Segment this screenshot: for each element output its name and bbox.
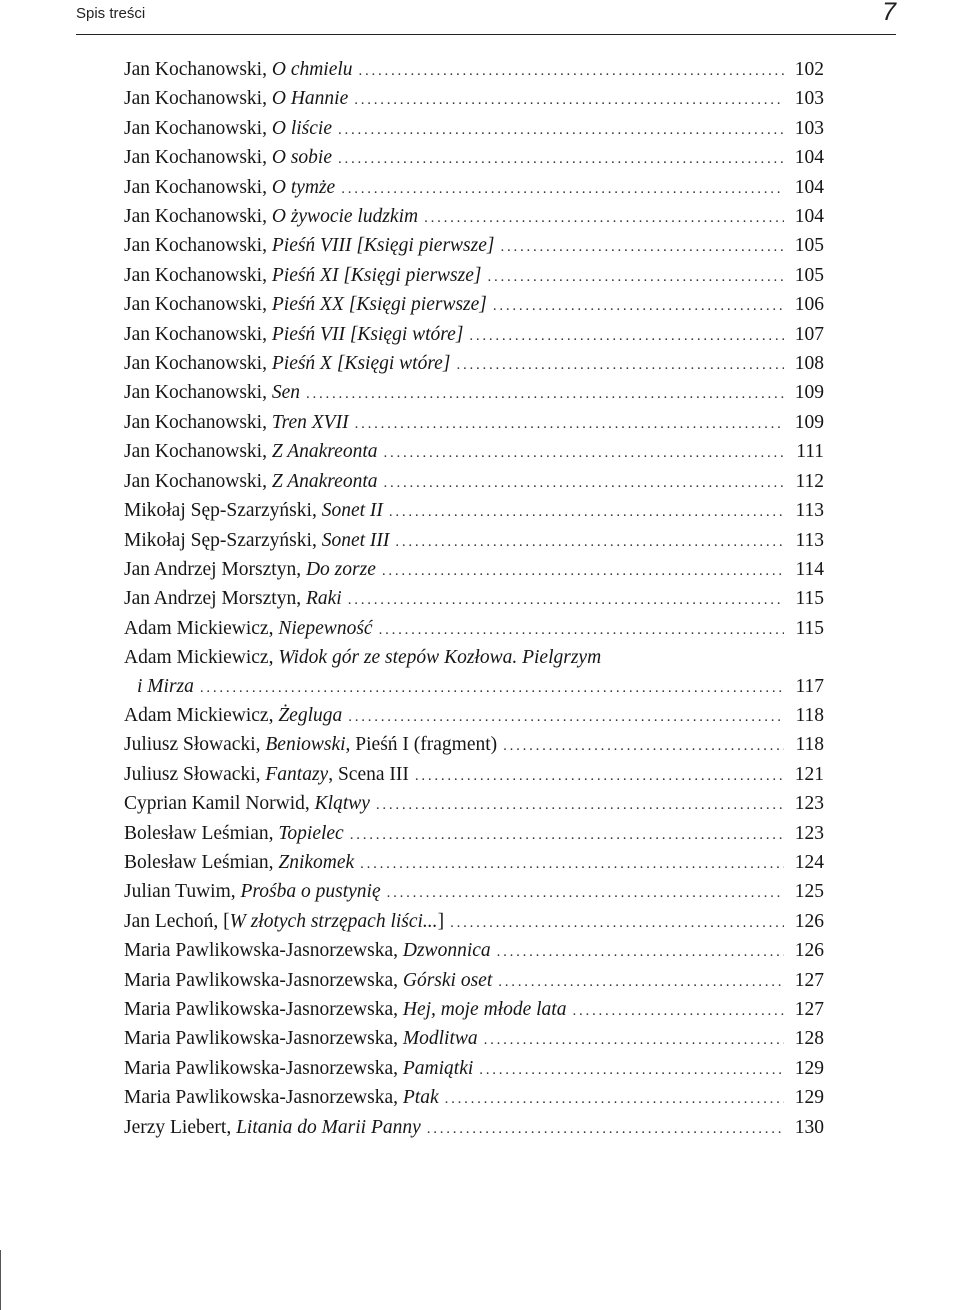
entry-title: Hej, moje młode lata [402, 999, 567, 1020]
entry-text [124, 820, 344, 848]
toc-entry [124, 350, 824, 379]
entry-separator: , [393, 969, 403, 991]
entry-title: O tymże [271, 176, 336, 198]
entry-separator: , [262, 88, 272, 110]
entry-page-number: 104 [794, 206, 824, 228]
section-title: Spis treści [76, 5, 146, 22]
toc-entry [124, 878, 824, 907]
entry-separator: , [255, 734, 266, 756]
dot-leader [500, 233, 784, 261]
toc-entry [124, 497, 824, 526]
entry-title: Pieśń X [Księgi wtóre] [271, 353, 451, 375]
entry-extra: , Pieśń I (fragment) [345, 734, 498, 756]
entry-text [124, 115, 332, 143]
entry-separator: , [268, 647, 279, 669]
entry-page-number: 109 [794, 411, 824, 433]
entry-title: O liście [271, 117, 332, 139]
entry-separator: , [268, 617, 279, 639]
toc-entry [124, 937, 824, 966]
dot-leader [383, 469, 784, 497]
toc-entry [124, 527, 824, 556]
entry-page-number: 124 [794, 851, 824, 873]
entry-title: Tren XVII [271, 411, 349, 433]
entry-text [124, 409, 349, 437]
entry-continuation-line [124, 673, 824, 702]
entry-author: Bolesław Leśmian [124, 851, 269, 873]
entry-page-number: 113 [795, 529, 824, 551]
toc-entry [124, 115, 824, 144]
dot-leader [354, 86, 784, 114]
entry-author: Jan Kochanowski [124, 470, 263, 492]
entry-author: Jan Kochanowski [124, 117, 263, 139]
entry-page-number: 127 [794, 999, 824, 1020]
entry-text [124, 438, 377, 466]
entry-separator: , [262, 176, 272, 198]
dot-leader [424, 204, 784, 232]
entry-text [124, 937, 491, 965]
dot-leader [484, 1026, 784, 1054]
toc-entry [124, 438, 824, 467]
dot-leader [456, 351, 784, 379]
entry-author: Juliusz Słowacki [124, 734, 256, 756]
entry-separator: , [262, 206, 272, 228]
entry-page-number: 123 [794, 793, 824, 815]
entry-page-number: 129 [794, 1057, 824, 1079]
entry-title: Pieśń XX [Księgi pierwsze] [271, 294, 487, 316]
entry-text [124, 144, 332, 172]
entry-title: Pieśń XI [Księgi pierwsze] [271, 264, 482, 286]
entry-title: W złotych strzępach liści... [229, 910, 438, 932]
entry-text [124, 996, 566, 1024]
dot-leader [497, 938, 784, 966]
toc-entry [124, 379, 824, 408]
toc-entry [124, 232, 824, 261]
entry-title: Sen [271, 382, 301, 404]
toc-entry [124, 1025, 824, 1054]
entry-page-number: 104 [794, 176, 824, 198]
dot-leader [383, 439, 784, 467]
entry-separator: , [393, 1028, 403, 1050]
toc-entry [124, 849, 824, 878]
entry-title: Znikomek [278, 851, 355, 873]
dot-leader [389, 498, 784, 526]
toc-entry [124, 85, 824, 114]
entry-author: Maria Pawlikowska-Jasnorzewska [124, 1028, 394, 1050]
dot-leader [350, 821, 784, 849]
entry-separator: , [262, 294, 272, 316]
entry-text [124, 702, 342, 730]
entry-author: Jan Kochanowski [124, 353, 263, 375]
entry-title: O żywocie ludzkim [271, 206, 419, 228]
entry-text [124, 556, 376, 584]
entry-author: Jan Kochanowski [124, 264, 263, 286]
entry-page-number: 118 [795, 734, 824, 756]
dot-leader [395, 528, 784, 556]
entry-title: Do zorze [305, 558, 376, 580]
entry-page-number: 126 [794, 910, 824, 932]
entry-page-number: 121 [794, 763, 824, 785]
dot-leader [450, 909, 784, 937]
toc-entry [124, 203, 824, 232]
entry-title: Sonet III [321, 529, 390, 551]
entry-author: Jan Kochanowski [124, 206, 263, 228]
entry-author: Mikołaj Sęp-Szarzyński [124, 529, 312, 551]
entry-author: Jan Kochanowski [124, 176, 263, 198]
entry-title: Widok gór ze stepów Kozłowa. Pielgrzym [278, 647, 602, 669]
entry-author: Jan Kochanowski [124, 323, 263, 345]
entry-text [124, 585, 342, 613]
entry-first-line [124, 644, 824, 672]
entry-author: Jan Kochanowski [124, 411, 263, 433]
entry-page-number: 118 [795, 704, 824, 726]
toc-entry [124, 761, 824, 790]
entry-author: Jan Andrzej Morsztyn [124, 558, 297, 580]
toc-entry [124, 556, 824, 585]
entry-page-number: 105 [794, 235, 824, 257]
entry-page-number: 109 [794, 382, 824, 404]
dot-leader [338, 145, 784, 173]
dot-leader [498, 968, 784, 996]
entry-title: Pamiątki [402, 1057, 474, 1079]
dot-leader [341, 175, 784, 203]
page-number: 7 [882, 0, 896, 26]
entry-separator: , [262, 411, 272, 433]
entry-author: Maria Pawlikowska-Jasnorzewska [124, 999, 394, 1020]
entry-text [124, 1114, 421, 1142]
entry-title: Pieśń VII [Księgi wtóre] [271, 323, 464, 345]
entry-separator: , [268, 704, 279, 726]
entry-separator: , [230, 881, 241, 903]
entry-text [124, 1084, 439, 1112]
entry-title: O sobie [271, 147, 332, 169]
toc-entry [124, 1055, 824, 1084]
entry-author: Jan Kochanowski [124, 294, 263, 316]
entry-author: Jerzy Liebert [124, 1116, 227, 1138]
entry-title: Z Anakreonta [271, 470, 378, 492]
entry-author: Julian Tuwim [124, 881, 231, 903]
entry-separator: , [255, 763, 266, 785]
entry-text [124, 849, 354, 877]
entry-author: Jan Lechoń [124, 910, 214, 932]
entry-title: Beniowski [265, 734, 346, 756]
entry-title: O Hannie [271, 88, 349, 110]
entry-page-number: 111 [796, 441, 824, 463]
entry-author: Adam Mickiewicz [124, 617, 269, 639]
entry-author: Maria Pawlikowska-Jasnorzewska [124, 1057, 394, 1079]
entry-page-number: 128 [794, 1028, 824, 1050]
toc-entry [124, 174, 824, 203]
toc-entry [124, 820, 824, 849]
entry-title: Topielec [278, 822, 344, 844]
entry-page-number: 112 [795, 470, 824, 492]
entry-text [124, 878, 381, 906]
toc-entry [124, 967, 824, 996]
toc-entry [124, 644, 824, 702]
entry-page-number: 103 [794, 88, 824, 110]
entry-page-number: 130 [794, 1116, 824, 1138]
entry-text [124, 291, 487, 319]
dot-leader [379, 616, 784, 644]
entry-title: Pieśń VIII [Księgi pierwsze] [271, 235, 495, 257]
entry-page-number: 123 [794, 822, 824, 844]
entry-separator: , [296, 558, 306, 580]
entry-text [124, 262, 481, 290]
entry-page-number: 126 [794, 940, 824, 962]
entry-author: Jan Kochanowski [124, 382, 263, 404]
entry-title: Litania do Marii Panny [236, 1116, 421, 1138]
entry-author: Adam Mickiewicz [124, 704, 269, 726]
entry-author: Jan Kochanowski [124, 59, 263, 80]
dot-leader [355, 410, 784, 438]
dot-leader [338, 116, 784, 144]
entry-title: O chmielu [271, 59, 353, 80]
dot-leader [348, 586, 784, 614]
entry-text [124, 468, 377, 496]
entry-text [124, 790, 370, 818]
entry-page-number: 114 [795, 558, 824, 580]
entry-page-number: 115 [795, 617, 824, 639]
dot-leader [376, 791, 784, 819]
entry-text [124, 321, 463, 349]
entry-separator: , [262, 441, 272, 463]
entry-page-number: 106 [794, 294, 824, 316]
entry-text [124, 56, 353, 84]
entry-separator: , [262, 235, 272, 257]
dot-leader [306, 380, 784, 408]
toc-entry [124, 615, 824, 644]
entry-title: Ptak [402, 1087, 439, 1109]
entry-separator: , [393, 1057, 403, 1079]
entry-page-number: 129 [794, 1087, 824, 1109]
dot-leader [348, 703, 784, 731]
entry-author: Cyprian Kamil Norwid [124, 793, 305, 815]
entry-separator: , [262, 353, 272, 375]
dot-leader [387, 879, 784, 907]
entry-text [124, 908, 444, 936]
entry-text [124, 350, 450, 378]
entry-author: Adam Mickiewicz [124, 647, 269, 669]
entry-separator: , [393, 999, 403, 1020]
entry-page-number: 107 [794, 323, 824, 345]
dot-leader [382, 557, 784, 585]
toc-entry [124, 908, 824, 937]
dot-leader [469, 322, 784, 350]
entry-author: Bolesław Leśmian [124, 822, 269, 844]
entry-text [124, 232, 494, 260]
entry-page-number: 108 [794, 353, 824, 375]
entry-text [124, 497, 383, 525]
entry-separator: , [296, 588, 306, 610]
entry-title: Dzwonnica [402, 940, 491, 962]
entry-title-continuation: i Mirza [137, 675, 194, 697]
entry-title: Modlitwa [402, 1028, 478, 1050]
entry-title: Niepewność [278, 617, 373, 639]
entry-text [124, 1055, 473, 1083]
dot-leader [445, 1085, 784, 1113]
entry-bracket-close: ] [437, 910, 445, 932]
toc-entry [124, 1114, 824, 1143]
entry-separator: , [304, 793, 315, 815]
toc-entry [124, 321, 824, 350]
entry-text [124, 967, 492, 995]
entry-text [124, 203, 418, 231]
entry-separator: , [262, 117, 272, 139]
entry-author: Maria Pawlikowska-Jasnorzewska [124, 940, 394, 962]
entry-page-number: 125 [794, 881, 824, 903]
toc-entry [124, 56, 824, 85]
dot-leader [503, 732, 784, 760]
entry-page-number: 117 [795, 675, 824, 697]
entry-author: Maria Pawlikowska-Jasnorzewska [124, 1087, 394, 1109]
entry-author: Maria Pawlikowska-Jasnorzewska [124, 969, 394, 991]
entry-author: Jan Kochanowski [124, 147, 263, 169]
entry-text [124, 615, 373, 643]
entry-text [124, 761, 409, 789]
dot-leader [359, 57, 784, 85]
entry-page-number: 113 [795, 500, 824, 522]
toc-entry [124, 468, 824, 497]
toc-entry [124, 585, 824, 614]
entry-title: Górski oset [402, 969, 493, 991]
toc-entry [124, 262, 824, 291]
entry-page-number: 102 [794, 59, 824, 80]
entry-page-number: 127 [794, 969, 824, 991]
entry-page-number: 104 [794, 147, 824, 169]
toc-entry [124, 731, 824, 760]
entry-page-number: 115 [795, 588, 824, 610]
entry-title: Sonet II [321, 500, 383, 522]
toc-entry [124, 996, 824, 1025]
dot-leader [572, 997, 784, 1025]
entry-separator: , [262, 264, 272, 286]
running-head [76, 0, 896, 35]
entry-separator: , [262, 59, 272, 80]
entry-separator: , [262, 470, 272, 492]
entry-title: Fantazy [265, 763, 329, 785]
entry-title: Z Anakreonta [271, 441, 378, 463]
entry-separator: , [268, 822, 279, 844]
dot-leader [479, 1056, 784, 1084]
entry-separator: , [262, 147, 272, 169]
entry-author: Jan Kochanowski [124, 88, 263, 110]
entry-separator: , [268, 851, 279, 873]
table-of-contents [124, 56, 824, 1143]
entry-text [124, 731, 497, 759]
entry-author: Jan Kochanowski [124, 441, 263, 463]
entry-page-number: 103 [794, 117, 824, 139]
toc-entry [124, 144, 824, 173]
entry-title: Klątwy [314, 793, 370, 815]
dot-leader [487, 263, 784, 291]
dot-leader [360, 850, 784, 878]
entry-page-number: 105 [794, 264, 824, 286]
dot-leader [493, 292, 784, 320]
entry-text [124, 85, 348, 113]
toc-entry [124, 1084, 824, 1113]
toc-entry [124, 702, 824, 731]
entry-author: Jan Kochanowski [124, 235, 263, 257]
toc-entry [124, 409, 824, 438]
toc-entry [124, 790, 824, 819]
dot-leader [415, 762, 784, 790]
dot-leader [427, 1115, 784, 1143]
entry-separator: , [393, 1087, 403, 1109]
toc-entry [124, 291, 824, 320]
entry-author: Mikołaj Sęp-Szarzyński [124, 500, 312, 522]
margin-mark [0, 1250, 5, 1310]
entry-text [124, 647, 601, 668]
entry-separator: , [226, 1116, 237, 1138]
entry-text [124, 379, 300, 407]
entry-title: Prośba o pustynię [240, 881, 381, 903]
entry-separator: , [393, 940, 403, 962]
entry-separator: , [262, 323, 272, 345]
entry-text [124, 174, 335, 202]
entry-separator: , [311, 529, 322, 551]
entry-text [124, 527, 389, 555]
entry-author: Juliusz Słowacki [124, 763, 256, 785]
entry-separator: , [311, 500, 322, 522]
entry-title: Raki [305, 588, 342, 610]
entry-text [124, 1025, 478, 1053]
entry-title: Żegluga [278, 704, 343, 726]
entry-extra: , Scena III [328, 763, 409, 785]
dot-leader [200, 674, 784, 702]
entry-separator: , [262, 382, 272, 404]
entry-author: Jan Andrzej Morsztyn [124, 588, 297, 610]
entry-separator: , [ [213, 910, 230, 932]
